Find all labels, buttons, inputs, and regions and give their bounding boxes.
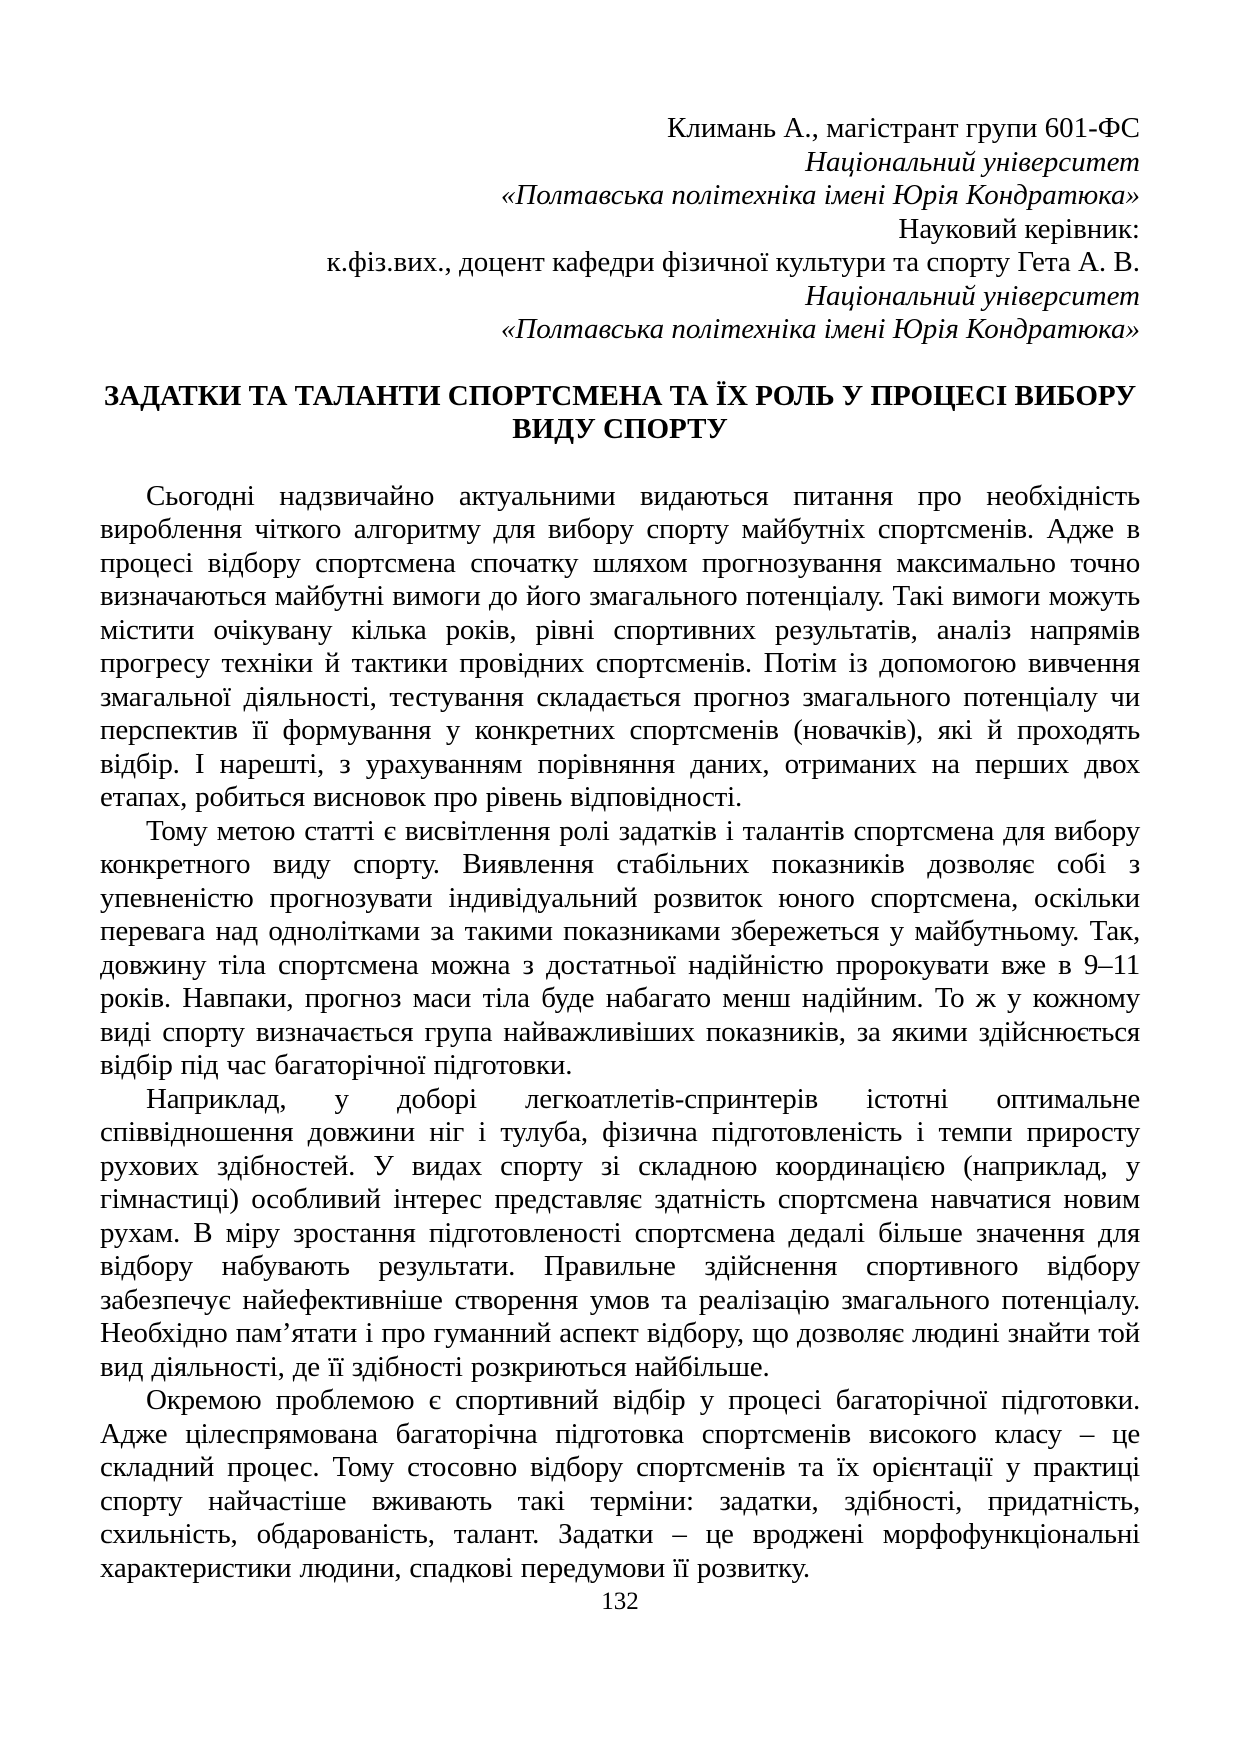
paragraph-intro: Сьогодні надзвичайно актуальними видаються питання про необхідність вироблення чіткого алгоритму для вибору спорту майбутніх спортсменів. Адже в процесі відбору спортсмена спочатку шляхом прогнозування максимально точно визначаються майбутні вимоги до його змагального потенціалу. Такі вимоги можуть містити очікувану кілька років, рівні спортивних результатів, аналіз напрямів прогресу техніки й тактики провідних спортсменів. Потім із допомогою вивчення змагальної діяльності, тестування складається прогноз змагального потенціалу чи перспектив її формування у конкретних спортсменів (новачків), які й проходять відбір. І нарешті, з урахуванням порівняння даних, отриманих на перших двох етапах, робиться висновок про рівень відповідності. [100, 479, 1140, 813]
university-line: Національний університет [805, 145, 1140, 178]
paragraph-examples: Наприклад, у доборі легкоатлетів-спринтерів істотні оптимальне співвідношення довжини ніг і тулуба, фізична підготовленість і темпи приросту рухових здібностей. У видах спорту зі складною координацією (наприклад, у гімнастиці) особливий інтерес представляє здатність спортсмена навчатися новим рухам. В міру зростання підготовленості спортсмена дедалі більше значення для відбору набувають результати. Правильне здійснення спортивного відбору забезпечує найефективніше створення умов та реалізацію змагального потенціалу. Необхідно пам’ятати і про гуманний аспект відбору, що дозволяє людині знайти той вид діяльності, де її здібності розкриються найбільше. [100, 1082, 1140, 1383]
paragraph-selection-problem: Окремою проблемою є спортивний відбір у процесі багаторічної підготовки. Адже цілеспрямована багаторічна підготовка спортсменів високого класу – це складний процес. Тому стосовно відбору спортсменів та їх орієнтації у практиці спорту найчастіше вживають такі терміни: задатки, здібності, придатність, схильність, обдарованість, талант. Задатки – це вроджені морфофункціональні характеристики людини, спадкові передумови її розвитку. [100, 1384, 1140, 1584]
page-number: 132 [601, 1588, 639, 1615]
article-title: ЗАДАТКИ ТА ТАЛАНТИ СПОРТСМЕНА ТА ЇХ РОЛЬ У ПРОЦЕСІ ВИБОРУ ВИДУ СПОРТУ [103, 379, 1137, 445]
author-line: Климань А., магістрант групи 601-ФС [667, 112, 1140, 144]
article-body [100, 480, 1140, 1586]
author-affiliation-block [100, 112, 1140, 347]
supervisor-university-line: Національний університет [805, 279, 1140, 312]
supervisor-university-name-line: «Полтавська політехніка імені Юрія Кондратюка» [500, 313, 1140, 345]
supervisor-label-line: Науковий керівник: [898, 212, 1140, 245]
paragraph-aim: Тому метою статті є висвітлення ролі задатків і талантів спортсмена для вибору конкретного виду спорту. Виявлення стабільних показників дозволяє собі з упевненістю прогнозувати індивідуальний розвиток юного спортсмена, оскільки перевага над однолітками за такими показниками збережеться у майбутньому. Так, довжину тіла спортсмена можна з достатньої надійністю пророкувати вже в 9–11 років. Навпаки, прогноз маси тіла буде набагато менш надійним. То ж у кожному виді спорту визначається група найважливіших показників, за якими здійснюється відбір під час багаторічної підготовки. [100, 814, 1140, 1081]
university-name-line: «Полтавська політехніка імені Юрія Кондратюка» [500, 179, 1140, 211]
supervisor-line: к.фіз.вих., доцент кафедри фізичної культури та спорту Гета А. В. [326, 246, 1140, 278]
